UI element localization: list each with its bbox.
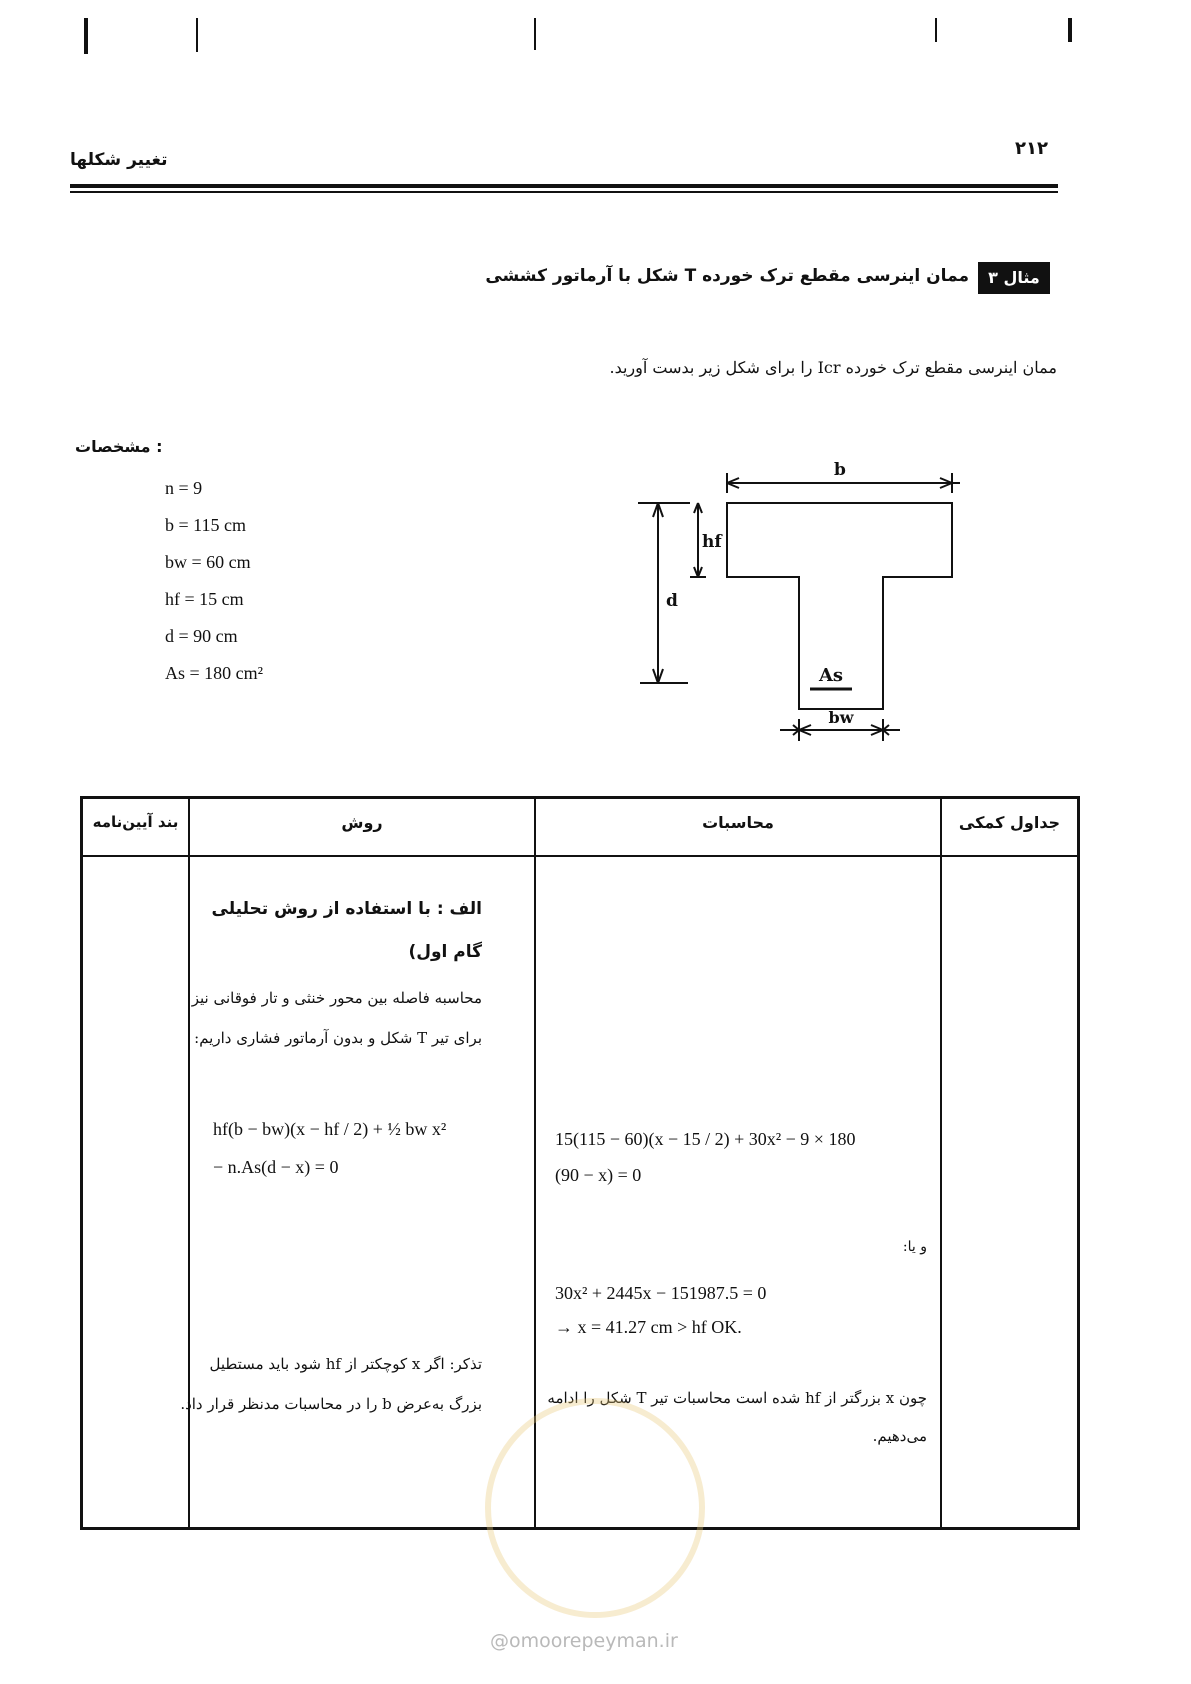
- calc-or-label: و یا:: [902, 1239, 927, 1255]
- page-number: ۲۱۲: [1015, 138, 1048, 159]
- binding-mark: [196, 18, 198, 52]
- calc-equation2-line1: 30x² + 2445x − 151987.5 = 0: [555, 1283, 767, 1303]
- spec-d: d = 90 cm: [165, 626, 238, 646]
- header-aux-tables: جداول کمکی: [958, 813, 1061, 832]
- header-divider: [83, 855, 1077, 857]
- label-as: As: [818, 665, 844, 686]
- binding-mark: [1068, 18, 1072, 42]
- specs-label: : مشخصات: [75, 437, 163, 456]
- header-calculations: محاسبات: [702, 813, 774, 832]
- spec-b: b = 115 cm: [165, 515, 246, 535]
- spec-hf: hf = 15 cm: [165, 589, 244, 609]
- method-desc-line1: محاسبه فاصله بین محور خنثی و تار فوقانی نیز: [191, 989, 482, 1007]
- label-bw: bw: [828, 708, 854, 727]
- binding-mark: [935, 18, 937, 42]
- watermark-text: @omoorepeyman.ir: [490, 1630, 678, 1652]
- t-section-figure: [630, 455, 970, 755]
- spec-as: As = 180 cm²: [165, 663, 264, 683]
- calc-equation1-line2: (90 − x) = 0: [555, 1165, 642, 1185]
- spec-n: n = 9: [165, 478, 203, 498]
- method-step: گام اول): [408, 942, 482, 962]
- method-note-line1: تذکر: اگر x کوچکتر از hf شود باید مستطیل: [209, 1355, 482, 1373]
- label-b: b: [834, 460, 846, 480]
- calc-conclusion-line1: چون x بزرگتر از hf شده است محاسبات تیر T شکل را ادامه: [547, 1389, 927, 1407]
- column-divider: [188, 799, 190, 1527]
- header-method: روش: [341, 813, 383, 832]
- method-part-title: الف : با استفاده از روش تحلیلی: [211, 899, 482, 919]
- calc-conclusion-line2: می‌دهیم.: [872, 1427, 927, 1445]
- method-equation-line1: hf(b − bw)(x − hf / 2) + ½ bw x²: [213, 1119, 447, 1139]
- calc-equation1-line1: 15(115 − 60)(x − 15 / 2) + 30x² − 9 × 180: [555, 1129, 856, 1149]
- header-rule-thin: [70, 191, 1058, 193]
- example-badge: مثال ۳: [978, 262, 1050, 294]
- header-code-clause: بند آیین‌نامه: [92, 813, 179, 831]
- method-equation-line2: − n.As(d − x) = 0: [213, 1157, 339, 1177]
- spec-bw: bw = 60 cm: [165, 552, 251, 572]
- label-d: d: [666, 591, 678, 611]
- calc-equation2-line2: → x = 41.27 cm > hf OK.: [555, 1317, 742, 1337]
- binding-mark: [534, 18, 536, 50]
- label-hf: hf: [702, 532, 722, 552]
- method-note-line2: بزرگ به‌عرض b را در محاسبات مدنظر قرار داد.: [180, 1395, 482, 1413]
- watermark-seal: [485, 1398, 705, 1618]
- header-rule: [70, 184, 1058, 188]
- problem-statement: ممان اینرسی مقطع ترک خورده Icr را برای شکل زیر بدست آورید.: [609, 358, 1057, 377]
- column-divider: [940, 799, 942, 1527]
- binding-mark: [84, 18, 88, 54]
- example-title: ممان اینرسی مقطع ترک خورده T شکل با آرماتور کششی: [485, 266, 969, 286]
- section-title: تغییر شکلها: [70, 150, 168, 170]
- method-desc-line2: برای تیر T شکل و بدون آرماتور فشاری داریم:: [194, 1029, 482, 1047]
